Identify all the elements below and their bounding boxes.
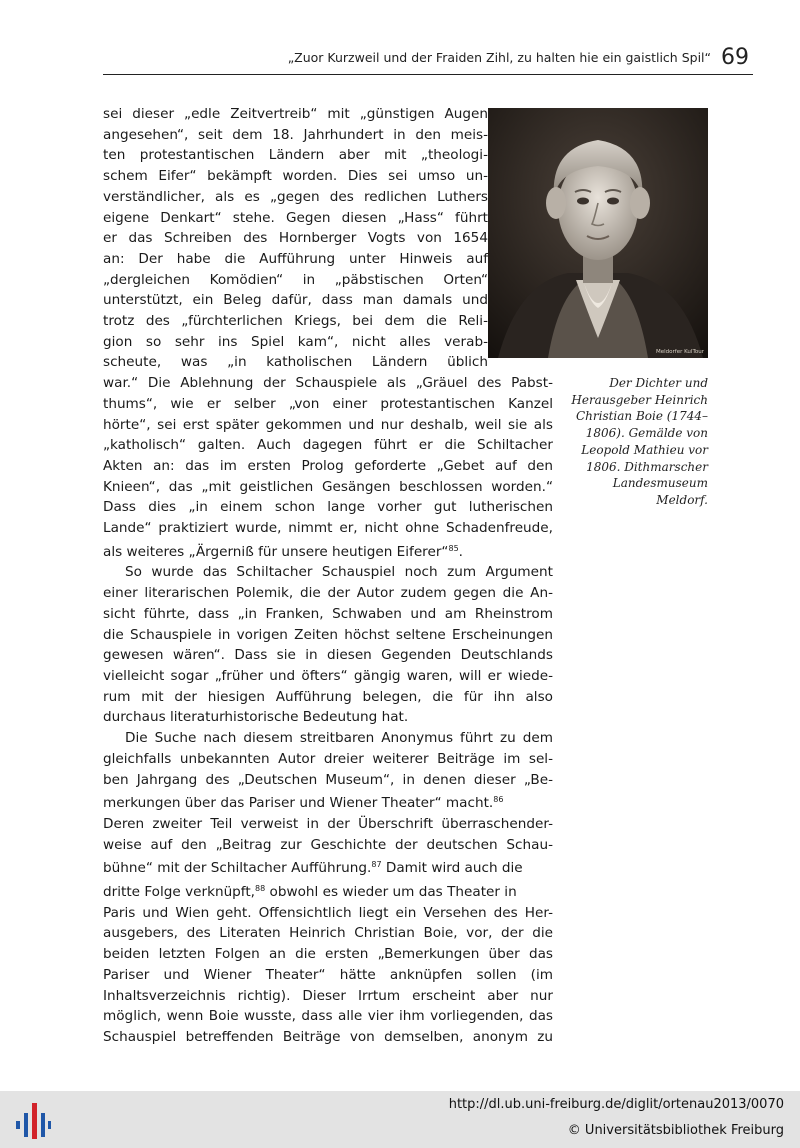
text-line: Akten an: das im ersten Prolog geforderte „Gebet auf den	[103, 457, 553, 474]
text-fragment: als weiteres „Ärgerniß für unsere heutigen Eiferer“	[103, 543, 449, 560]
text-line: an: Der habe die Aufführung unter Hinweis auf	[103, 250, 488, 267]
library-logo-icon	[14, 1101, 52, 1141]
page-number: 69	[721, 45, 749, 70]
text-line: scheute, was „in katholischen Ländern üblich	[103, 354, 488, 371]
running-title: „Zuor Kurzweil und der Fraiden Zihl, zu halten hie ein gaistlich Spil“	[287, 50, 711, 65]
text-fragment: merkungen über das Pariser und Wiener Theater“ macht.	[103, 795, 494, 812]
caption-line: Landesmuseum	[612, 476, 708, 491]
text-line: Schauspiel betreffenden Beiträge von demselben, anonym zu	[103, 1028, 553, 1045]
text-line: ausgebers, des Literaten Heinrich Christian Boie, vor, der die	[103, 925, 553, 942]
caption-line: Herausgeber Heinrich	[571, 392, 708, 407]
text-line: angesehen“, seit dem 18. Jahrhundert in den meis-	[103, 126, 488, 143]
text-line: Deren zweiter Teil verweist in der Überschrift überraschender-	[103, 815, 553, 832]
footnote-ref: 88	[255, 884, 266, 894]
image-credit: Meldorfer KulTour	[656, 349, 704, 355]
text-line: Lande“ praktiziert wurde, nimmt er, nicht ohne Schadenfreude,	[103, 520, 553, 537]
text-line: möglich, wenn Boie wusste, dass alle vier ihm vorliegenden, das	[103, 1008, 553, 1025]
text-line: rum mit der hiesigen Aufführung belegen, die für ihn also	[103, 688, 553, 705]
footer-bar	[0, 1091, 800, 1148]
text-line: eigene Denkart“ stehe. Gegen diesen „Hass“ führt	[103, 209, 488, 226]
text-line: thums“, wie er selber „von einer protestantischen Kanzel	[103, 395, 553, 412]
footer-url[interactable]: http://dl.ub.uni-freiburg.de/diglit/ortenau2013/0070	[448, 1097, 784, 1112]
text-line: er das Schreiben des Hornberger Vogts von 1654	[103, 230, 488, 247]
footer-copyright: © Universitätsbibliothek Freiburg	[567, 1123, 784, 1138]
footnote-ref: 85	[448, 543, 459, 553]
caption-line: Der Dichter und	[609, 376, 708, 390]
text-line: gion so sehr ins Spiel kam“, nicht alles verab-	[103, 333, 488, 350]
text-line: ben Jahrgang des „Deutschen Museum“, in denen dieser „Be-	[103, 771, 553, 788]
text-line: Dass dies „in einem schon lange vorher gut lutherischen	[103, 499, 553, 516]
text-fragment: obwohl es wieder um das Theater in	[265, 884, 517, 901]
text-line: die Schauspiele in vorigen Zeiten höchst seltene Erscheinungen	[103, 626, 553, 643]
body-text	[103, 104, 553, 1048]
footnote-ref: 86	[493, 795, 504, 805]
text-line: vielleicht sogar „früher und öfters“ gängig waren, will er wiede-	[103, 667, 553, 684]
text-line: „dergleichen Komödien“ in „päbstischen Orten“	[103, 271, 488, 288]
running-header	[103, 44, 753, 75]
text-line: unterstützt, ein Beleg dafür, dass man damals und	[103, 292, 488, 309]
text-line: einer literarischen Polemik, die der Autor zudem gegen die An-	[103, 585, 553, 602]
text-line: ten protestantischen Ländern aber mit „theologi-	[103, 147, 488, 164]
text-line: gewesen wären“. Dass sie in diesen Gegenden Deutschlands	[103, 647, 553, 664]
text-line: Pariser und Wiener Theater“ hätte anknüpfen sollen (im	[103, 966, 553, 983]
text-line: So wurde das Schiltacher Schauspiel noch zum Argument	[125, 564, 553, 581]
text-line: trotz des „fürchterlichen Kriegs, bei dem die Reli-	[103, 313, 488, 330]
caption-line: Leopold Mathieu vor	[581, 442, 708, 457]
text-line: Die Suche nach diesem streitbaren Anonymus führt zu dem	[125, 730, 553, 747]
text-line: Knieen“, das „mit geistlichen Gesängen beschlossen worden.“	[103, 478, 553, 495]
text-line: durchaus literaturhistorische Bedeutung hat.	[103, 709, 409, 726]
caption-line: 1806. Dithmarscher	[586, 459, 708, 474]
text-fragment: .	[458, 543, 463, 560]
text-line	[103, 855, 553, 879]
text-line	[103, 879, 553, 903]
text-line: schem Eifer“ bekämpft worden. Dies sei umso un-	[103, 168, 488, 185]
text-line: „katholisch“ galten. Auch dagegen führt er die Schiltacher	[103, 437, 553, 454]
figure-caption	[566, 375, 708, 509]
caption-line: Meldorf.	[656, 492, 708, 507]
text-line: weise auf den „Beitrag zur Geschichte der deutschen Schau-	[103, 836, 553, 853]
text-line: gleichfalls unbekannten Autor dreier weiterer Beiträge im sel-	[103, 750, 553, 767]
text-line	[103, 790, 553, 814]
text-fragment: Damit wird auch die	[381, 860, 523, 877]
caption-line: Christian Boie (1744–	[575, 409, 708, 424]
text-fragment: bühne“ mit der Schiltacher Aufführung.	[103, 860, 372, 877]
text-line: Inhaltsverzeichnis richtig). Dieser Irrtum erscheint aber nur	[103, 987, 553, 1004]
text-line: Paris und Wien geht. Offensichtlich liegt ein Versehen des Her-	[103, 904, 553, 921]
text-line: beiden letzten Folgen an die ersten „Bemerkungen über das	[103, 946, 553, 963]
footnote-ref: 87	[371, 860, 382, 870]
text-line: sicht führte, dass „in Franken, Schwaben und am Rheinstrom	[103, 605, 553, 622]
text-line: hörte“, sei erst später gekommen und nur deshalb, weil sie als	[103, 416, 553, 433]
text-fragment: dritte Folge verknüpft,	[103, 884, 256, 901]
text-line: verständlicher, als es „gegen des redlichen Luthers	[103, 188, 488, 205]
caption-line: 1806). Gemälde von	[585, 426, 708, 441]
text-line	[103, 539, 553, 563]
text-line: sei dieser „edle Zeitvertreib“ mit „günstigen Augen	[103, 106, 488, 122]
text-line: war.“ Die Ablehnung der Schauspiele als „Gräuel des Pabst-	[103, 375, 553, 392]
